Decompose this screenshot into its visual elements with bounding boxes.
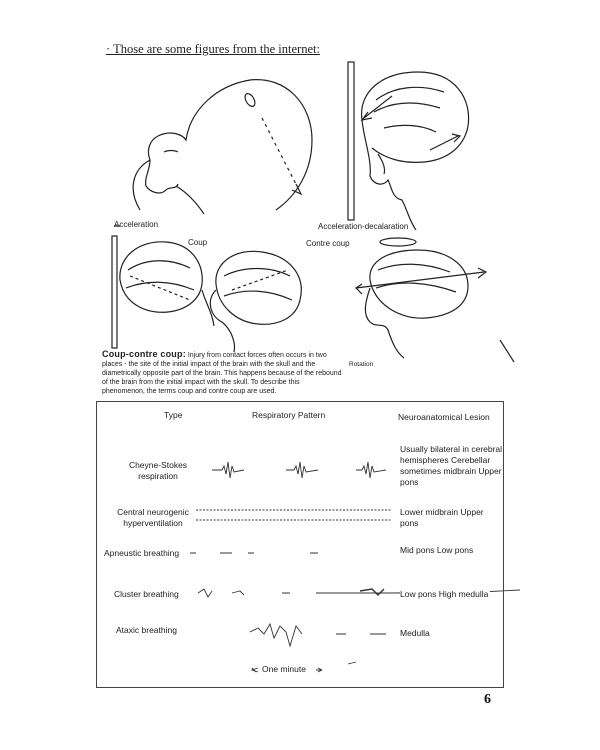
row-lesion-central-neurogenic: Lower midbrain Upper pons xyxy=(400,507,484,528)
header-type: Type xyxy=(164,410,183,420)
row-lesion-ataxic: Medulla xyxy=(400,628,430,638)
row-lesion-cluster: Low pons High medulla xyxy=(400,589,489,599)
page-number: 6 xyxy=(484,692,491,707)
acceleration-head-drawing xyxy=(133,80,312,214)
rotation-label: Rotation xyxy=(349,361,374,368)
rotation-drawing xyxy=(356,238,514,362)
coup-label: Coup xyxy=(188,238,208,247)
header-neuroanatomical-lesion: Neuroanatomical Lesion xyxy=(398,412,490,422)
row-type-ataxic: Ataxic breathing xyxy=(116,625,177,635)
contre-coup-label: Contre coup xyxy=(306,239,350,248)
page-heading: · Those are some figures from the internet: xyxy=(106,42,320,56)
row-type-central-neurogenic: Central neurogenic hyperventilation xyxy=(117,507,189,528)
acceleration-decelaration-label: Acceleration-decalaration xyxy=(318,222,409,231)
acceleration-deceleration-drawing xyxy=(348,62,469,230)
one-minute-label: One minute xyxy=(262,664,306,674)
row-type-cluster: Cluster breathing xyxy=(114,589,179,599)
row-type-cheyne-stokes: Cheyne-Stokes respiration xyxy=(128,460,188,481)
coup-contre-coup-caption xyxy=(102,350,342,396)
header-respiratory-pattern: Respiratory Pattern xyxy=(252,410,326,420)
bullet: · xyxy=(106,42,114,56)
row-lesion-apneustic: Mid pons Low pons xyxy=(400,545,474,555)
caption-title: Coup-contre coup: xyxy=(102,349,186,359)
row-type-apneustic: Apneustic breathing xyxy=(104,548,180,558)
caption-text: Injury from contact forces often occurs in two places - the site of the initial impact of the brain with the skull and the diametrically opposite part of the brain. This happens because of the rebound of the brain from the initial impact with the skull. To describe this phenomenon, the terms coup and contre coup are used. xyxy=(102,352,342,395)
acceleration-label: Acceleration xyxy=(114,220,159,229)
coup-contre-coup-drawing xyxy=(112,236,301,352)
row-lesion-cheyne-stokes: Usually bilateral in cerebral hemispheres Cerebellar sometimes midbrain Upper pons xyxy=(400,444,503,487)
